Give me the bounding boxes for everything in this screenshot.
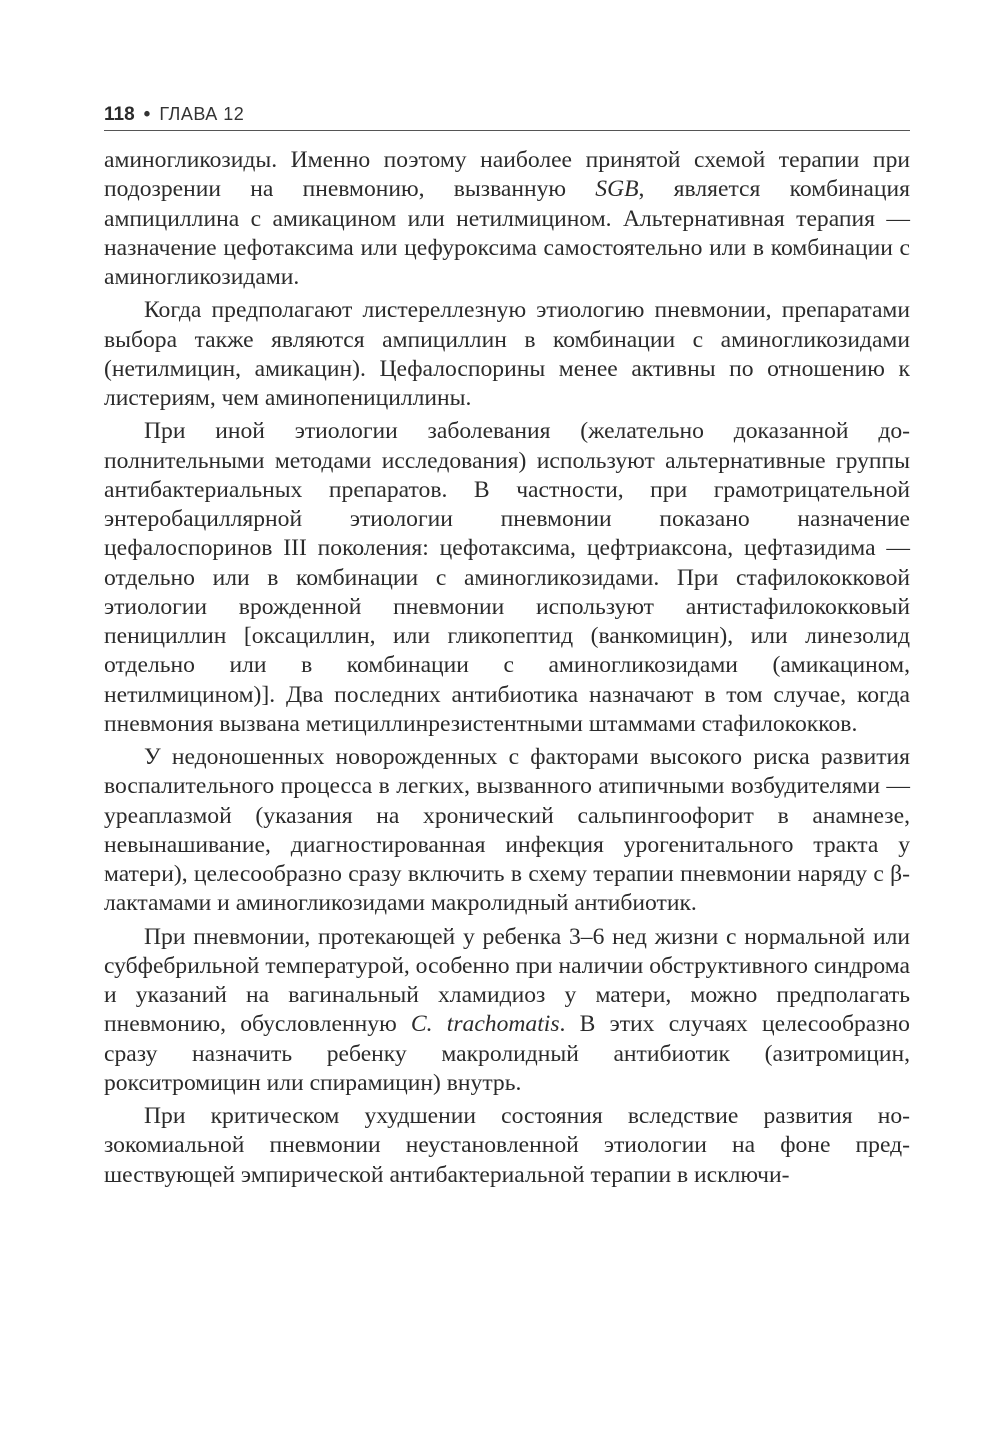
text-segment: Когда предполагают листереллезную этиологию пневмонии, препаратами выбора также являются ампициллин в комбинации с аминогликозидами (нетилмицин, амикацин). Цефалоспорины менее активны по отношению к листериям, чем аминопенициллины. [104,297,910,411]
paragraph [104,1102,910,1190]
page-number: 118 [104,104,135,125]
text-segment-italic: SGB [595,176,639,203]
text-segment: . В этих случаях целесообразно сразу назначить ребенку макролидный антибиотик (азитромицин, рокситромицин или спирамицин) внутрь. [104,1011,910,1096]
paragraph [104,743,910,919]
text-segment: При иной этиологии заболевания (желательно доказанной дополнительными методами исследования) используют альтернативные группы антибактериальных препаратов. В частности, при грамотрицательной энтеробациллярной этиологии пневмонии показано назначение цефалоспоринов III поколения: цефотаксима, цефтриаксона, цефтазидима — отдельно или в комбинации с аминогликозидами. При стафилококковой этиологии врожденной пневмонии используют антистафилококковый пенициллин [оксациллин, или гликопептид (ванкомицин), или линезолид отдельно или в комбинации с аминогликозидами (амикацином, нетилмицином)]. Два последних антибиотика назначают в том случае, когда пневмония вызвана метициллинрезистентными штаммами стафилококков. [104,418,910,737]
body-text [104,146,910,1194]
paragraph [104,296,910,413]
paragraph [104,146,910,292]
text-segment: , является комбинация ампициллина с амикацином или нетилмицином. Альтернативная терапия — назначение цефотаксима или цефуроксима самостоятельно или в комбинации с аминогликозидами. [104,176,910,290]
chapter-title: ГЛАВА 12 [159,104,245,124]
paragraph [104,923,910,1099]
running-header [104,100,910,131]
text-segment: При критическом ухудшении состояния вследствие развития нозокомиальной пневмонии неустановленной этиологии на фоне предшествующей эмпирической антибактериальной терапии в исключи- [104,1103,910,1188]
text-segment: аминогликозиды. Именно поэтому наиболее принятой схемой терапии при подозрении на пневмонию, вызванную [104,147,910,203]
header-separator: • [143,104,151,125]
text-segment: При пневмонии, протекающей у ребенка 3–6 нед жизни с нормальной или субфебрильной температурой, особенно при наличии обструктивного синдрома и указаний на вагинальный хламидиоз у матери, можно предполагать пневмонию, обусловленную [104,923,910,1038]
text-segment-italic: C. trachomatis [410,1011,560,1038]
paragraph [104,417,910,739]
text-segment: У недоношенных новорожденных с факторами высокого риска развития воспалительного процесса в легких, вызванного атипичными возбудителями — уреаплазмой (указания на хронический сальпингоофорит в анамнезе, невынашивание, диагностированная инфекция урогенитального тракта у матери), целесообразно сразу включить в схему терапии пневмонии наряду с β-лактамами и аминогликозидами макролидный антибиотик. [104,744,910,917]
